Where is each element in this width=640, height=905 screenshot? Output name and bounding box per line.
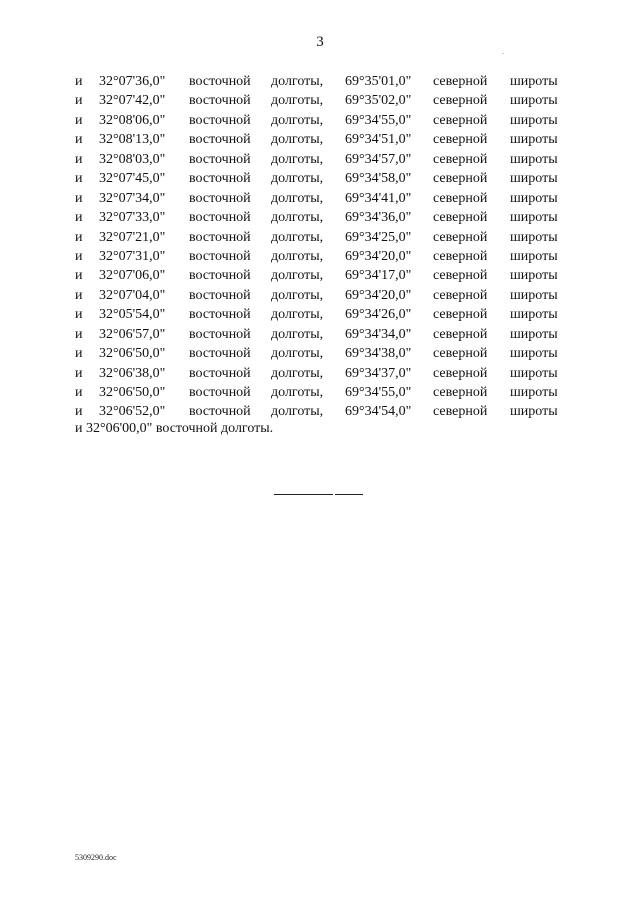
end-of-text-rule-gap — [333, 493, 335, 496]
longitude-word: долготы, — [271, 210, 324, 226]
north-word: северной — [433, 307, 488, 323]
longitude-word: долготы, — [271, 190, 324, 206]
latitude-value: 69°34'55,0" — [345, 112, 412, 128]
longitude-word: долготы, — [271, 132, 324, 148]
latitude-word: широты — [510, 132, 558, 148]
longitude-value: 32°07'31,0" — [99, 248, 166, 264]
conjunction: и — [75, 151, 83, 167]
page-number: 3 — [316, 34, 324, 50]
north-word: северной — [433, 365, 488, 381]
east-word: восточной — [189, 112, 251, 128]
longitude-value: 32°07'06,0" — [99, 268, 166, 284]
north-word: северной — [433, 93, 488, 109]
coordinate-row — [0, 91, 640, 110]
east-word: восточной — [189, 132, 251, 148]
conjunction: и — [75, 287, 83, 303]
conjunction: и — [75, 346, 83, 362]
north-word: северной — [433, 248, 488, 264]
coordinate-row — [0, 325, 640, 344]
north-word: северной — [433, 112, 488, 128]
longitude-word: долготы, — [271, 229, 324, 245]
east-word: восточной — [189, 190, 251, 206]
latitude-value: 69°34'20,0" — [345, 287, 412, 303]
east-word: восточной — [189, 307, 251, 323]
coordinate-row — [0, 402, 640, 421]
longitude-value: 32°06'38,0" — [99, 365, 166, 381]
conjunction: и — [75, 385, 83, 400]
latitude-value: 69°35'02,0" — [345, 93, 412, 109]
longitude-word: долготы, — [271, 112, 324, 128]
conjunction: и — [75, 93, 83, 109]
latitude-word: широты — [510, 190, 558, 206]
latitude-value: 69°34'26,0" — [345, 307, 412, 323]
north-word: северной — [433, 190, 488, 206]
east-word: восточной — [189, 404, 251, 420]
north-word: северной — [433, 210, 488, 226]
coordinate-row — [0, 286, 640, 305]
conjunction: и — [75, 404, 83, 420]
coordinate-row — [0, 189, 640, 208]
east-word: восточной — [189, 229, 251, 245]
coordinate-row — [0, 228, 640, 247]
latitude-word: широты — [510, 287, 558, 303]
north-word: северной — [433, 171, 488, 187]
conjunction: и — [75, 210, 83, 226]
latitude-word: широты — [510, 404, 558, 420]
latitude-value: 69°34'17,0" — [345, 268, 412, 284]
latitude-value: 69°34'54,0" — [345, 404, 412, 420]
latitude-word: широты — [510, 112, 558, 128]
latitude-word: широты — [510, 268, 558, 284]
longitude-word: долготы, — [271, 248, 324, 264]
longitude-value: 32°06'50,0" — [99, 346, 166, 362]
north-word: северной — [433, 151, 488, 167]
longitude-value: 32°07'36,0" — [99, 74, 166, 89]
east-word: восточной — [189, 74, 251, 89]
longitude-word: долготы, — [271, 385, 324, 400]
latitude-value: 69°34'58,0" — [345, 171, 412, 187]
east-word: восточной — [189, 210, 251, 226]
latitude-word: широты — [510, 171, 558, 187]
latitude-word: широты — [510, 307, 558, 323]
longitude-value: 32°06'50,0" — [99, 385, 166, 400]
conjunction: и — [75, 365, 83, 381]
latitude-value: 69°34'20,0" — [345, 248, 412, 264]
conjunction: и — [75, 268, 83, 284]
longitude-word: долготы, — [271, 365, 324, 381]
conjunction: и — [75, 171, 83, 187]
latitude-word: широты — [510, 229, 558, 245]
longitude-word: долготы, — [271, 93, 324, 109]
latitude-value: 69°34'55,0" — [345, 385, 412, 400]
longitude-word: долготы, — [271, 287, 324, 303]
latitude-word: широты — [510, 346, 558, 362]
north-word: северной — [433, 385, 488, 400]
coordinate-row — [0, 130, 640, 149]
conjunction: и — [75, 248, 83, 264]
north-word: северной — [433, 268, 488, 284]
east-word: восточной — [189, 385, 251, 400]
document-filename: 5309290.doc — [75, 853, 117, 862]
conjunction: и — [75, 112, 83, 128]
north-word: северной — [433, 74, 488, 89]
latitude-value: 69°34'36,0" — [345, 210, 412, 226]
longitude-value: 32°08'03,0" — [99, 151, 166, 167]
coordinate-row — [0, 266, 640, 285]
coordinate-row — [0, 111, 640, 130]
coordinate-row — [0, 364, 640, 383]
longitude-value: 32°08'06,0" — [99, 112, 166, 128]
north-word: северной — [433, 346, 488, 362]
east-word: восточной — [189, 151, 251, 167]
east-word: восточной — [189, 326, 251, 342]
coordinate-row — [0, 305, 640, 324]
latitude-word: широты — [510, 151, 558, 167]
longitude-word: долготы, — [271, 151, 324, 167]
latitude-value: 69°34'57,0" — [345, 151, 412, 167]
longitude-word: долготы, — [271, 326, 324, 342]
coordinate-row — [0, 150, 640, 169]
latitude-value: 69°35'01,0" — [345, 74, 412, 89]
coordinate-row — [0, 169, 640, 188]
longitude-value: 32°07'04,0" — [99, 287, 166, 303]
east-word: восточной — [189, 268, 251, 284]
coordinate-row — [0, 344, 640, 363]
longitude-word: долготы, — [271, 74, 324, 89]
east-word: восточной — [189, 287, 251, 303]
east-word: восточной — [189, 171, 251, 187]
conjunction: и — [75, 229, 83, 245]
north-word: северной — [433, 132, 488, 148]
coordinate-row — [0, 383, 640, 402]
east-word: восточной — [189, 346, 251, 362]
longitude-word: долготы, — [271, 268, 324, 284]
north-word: северной — [433, 287, 488, 303]
longitude-word: долготы, — [271, 346, 324, 362]
north-word: северной — [433, 326, 488, 342]
end-of-text-rule — [274, 494, 363, 495]
east-word: восточной — [189, 365, 251, 381]
conjunction: и — [75, 74, 83, 89]
latitude-word: широты — [510, 93, 558, 109]
longitude-value: 32°06'52,0" — [99, 404, 166, 420]
latitude-word: широты — [510, 326, 558, 342]
east-word: восточной — [189, 93, 251, 109]
conjunction: и — [75, 307, 83, 323]
north-word: северной — [433, 404, 488, 420]
latitude-value: 69°34'34,0" — [345, 326, 412, 342]
conjunction: и — [75, 326, 83, 342]
conjunction: и — [75, 190, 83, 206]
latitude-word: широты — [510, 210, 558, 226]
longitude-value: 32°07'34,0" — [99, 190, 166, 206]
corner-mark: . — [502, 47, 504, 56]
longitude-value: 32°07'42,0" — [99, 93, 166, 109]
latitude-value: 69°34'25,0" — [345, 229, 412, 245]
latitude-word: широты — [510, 365, 558, 381]
longitude-value: 32°08'13,0" — [99, 132, 166, 148]
north-word: северной — [433, 229, 488, 245]
latitude-word: широты — [510, 74, 558, 89]
latitude-word: широты — [510, 385, 558, 400]
longitude-value: 32°05'54,0" — [99, 307, 166, 323]
latitude-value: 69°34'37,0" — [345, 365, 412, 381]
coordinate-row — [0, 72, 640, 91]
longitude-value: 32°07'33,0" — [99, 210, 166, 226]
longitude-word: долготы, — [271, 307, 324, 323]
coordinate-list — [0, 72, 640, 422]
coordinate-row — [0, 208, 640, 227]
longitude-value: 32°07'45,0" — [99, 171, 166, 187]
coordinate-row — [0, 247, 640, 266]
longitude-value: 32°06'57,0" — [99, 326, 166, 342]
longitude-word: долготы, — [271, 404, 324, 420]
latitude-word: широты — [510, 248, 558, 264]
conjunction: и — [75, 132, 83, 148]
east-word: восточной — [189, 248, 251, 264]
latitude-value: 69°34'38,0" — [345, 346, 412, 362]
latitude-value: 69°34'51,0" — [345, 132, 412, 148]
longitude-value: 32°07'21,0" — [99, 229, 166, 245]
final-coordinate-line: и 32°06'00,0" восточной долготы. — [75, 421, 274, 436]
latitude-value: 69°34'41,0" — [345, 190, 412, 206]
longitude-word: долготы, — [271, 171, 324, 187]
